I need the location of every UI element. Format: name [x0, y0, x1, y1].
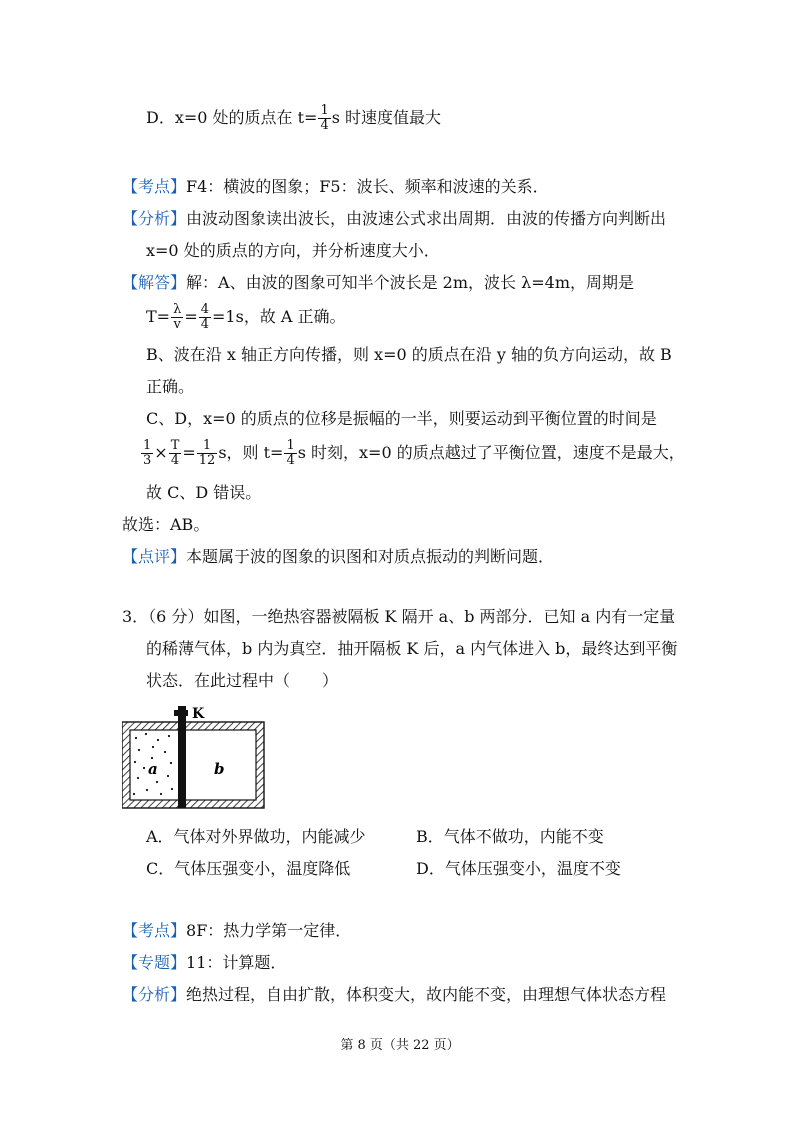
- jieda-c-line-1: C、D，x=0 的质点的位移是振幅的一半，则要运动到平衡位置的时间是: [146, 409, 657, 428]
- fraction: [141, 439, 153, 468]
- dianping: [122, 546, 554, 568]
- option-d: D．气体压强变小，温度不变: [416, 859, 621, 878]
- fraction: [169, 439, 182, 468]
- formula-text: =: [184, 307, 198, 326]
- zhuanti-tag: 【专题】: [122, 953, 187, 972]
- label-b: b: [214, 760, 225, 778]
- option-c: C．气体压强变小，温度降低: [146, 859, 351, 878]
- fraction: [171, 303, 183, 332]
- question-3-line-2: 的稀薄气体，b 内为真空．抽开隔板 K 后，a 内气体进入 b，最终达到平衡: [146, 639, 678, 658]
- formula-text: T=: [146, 307, 171, 326]
- kaodian-tag: 【考点】: [122, 921, 187, 940]
- fraction-denominator: v: [173, 317, 181, 332]
- option-d-post: s 时速度值最大: [331, 108, 442, 127]
- fraction-numerator: λ: [173, 302, 182, 317]
- formula-text: ×: [154, 443, 168, 462]
- option-d-pre: D．x=0 处的质点在 t=: [146, 108, 318, 127]
- question-3-line-3: 状态．在此过程中（ ）: [146, 671, 339, 690]
- fraction-numerator: 1: [286, 438, 295, 453]
- fenxi-1-line-1: [122, 208, 666, 230]
- jieda-line-1: [122, 272, 634, 294]
- formula-text: =1s，故 A 正确。: [212, 307, 346, 326]
- fenxi-tag: 【分析】: [122, 985, 187, 1004]
- fraction: [318, 104, 330, 133]
- fraction-numerator: 4: [200, 302, 210, 317]
- label-k: K: [192, 706, 205, 722]
- dianping-tag: 【点评】: [122, 547, 187, 566]
- fraction-denominator: 4: [200, 317, 210, 332]
- fenxi-1-line-2: x=0 处的质点的方向，并分析速度大小．: [146, 241, 440, 260]
- fenxi-text: 绝热过程，自由扩散，体积变大，故内能不变，由理想气体状态方程: [186, 985, 667, 1004]
- fraction-denominator: 4: [320, 118, 329, 133]
- jieda-tag: 【解答】: [122, 273, 187, 292]
- partition-k: [178, 706, 186, 808]
- option-b: B．气体不做功，内能不变: [416, 827, 604, 846]
- fraction-numerator: 1: [197, 439, 218, 454]
- option-a: A．气体对外界做功，内能减少: [146, 827, 366, 846]
- fraction-numerator: T: [170, 438, 180, 453]
- jieda-b-line-2: 正确。: [146, 377, 195, 396]
- kaodian-2: [122, 920, 351, 942]
- zhuanti: [122, 952, 286, 974]
- answer-line: 故选：AB。: [122, 515, 210, 534]
- zhuanti-text: 11：计算题．: [186, 953, 287, 972]
- jieda-c-formula: [140, 436, 685, 470]
- fraction-denominator: 4: [286, 453, 295, 468]
- formula-text: =: [182, 443, 196, 462]
- fraction-denominator: 4: [170, 453, 180, 468]
- fraction-numerator: 1: [320, 103, 329, 118]
- label-a: a: [148, 760, 158, 778]
- kaodian-1: [122, 176, 549, 198]
- fraction: [197, 439, 218, 468]
- fenxi-2: [122, 984, 666, 1006]
- question-3-line-1: 3．（6 分）如图，一绝热容器被隔板 K 隔开 a、b 两部分．已知 a 内有一定量: [122, 607, 676, 626]
- jieda-text: 解：A、由波的图象可知半个波长是 2m，波长 λ=4m，周期是: [186, 273, 634, 292]
- kaodian-tag: 【考点】: [122, 177, 187, 196]
- fraction-denominator: 3: [143, 453, 152, 468]
- dianping-text: 本题属于波的图象的识图和对质点振动的判断问题．: [186, 547, 555, 566]
- formula-text: s 时刻，x=0 的质点越过了平衡位置，速度不是最大，: [297, 443, 685, 462]
- partition-handle: [174, 710, 188, 716]
- kaodian-text: F4：横波的图象；F5：波长、频率和波速的关系．: [186, 177, 549, 196]
- fraction-denominator: 12: [198, 453, 216, 468]
- jieda-b-line-1: B、波在沿 x 轴正方向传播，则 x=0 的质点在沿 y 轴的负方向运动，故 B: [146, 345, 672, 364]
- jieda-period-formula: [146, 300, 346, 334]
- fenxi-tag: 【分析】: [122, 209, 187, 228]
- formula-text: s，则 t=: [218, 443, 284, 462]
- fraction: [284, 439, 296, 468]
- jieda-c-line-3: 故 C、D 错误。: [146, 483, 262, 502]
- fenxi-text: 由波动图象读出波长，由波速公式求出周期．由波的传播方向判断出: [186, 209, 667, 228]
- option-d-previous: [146, 104, 441, 133]
- fraction-numerator: 1: [143, 438, 152, 453]
- fraction: [199, 303, 211, 332]
- kaodian-text: 8F：热力学第一定律．: [186, 921, 352, 940]
- container-diagram: [122, 706, 272, 812]
- page-footer: 第 8 页（共 22 页）: [340, 1038, 460, 1053]
